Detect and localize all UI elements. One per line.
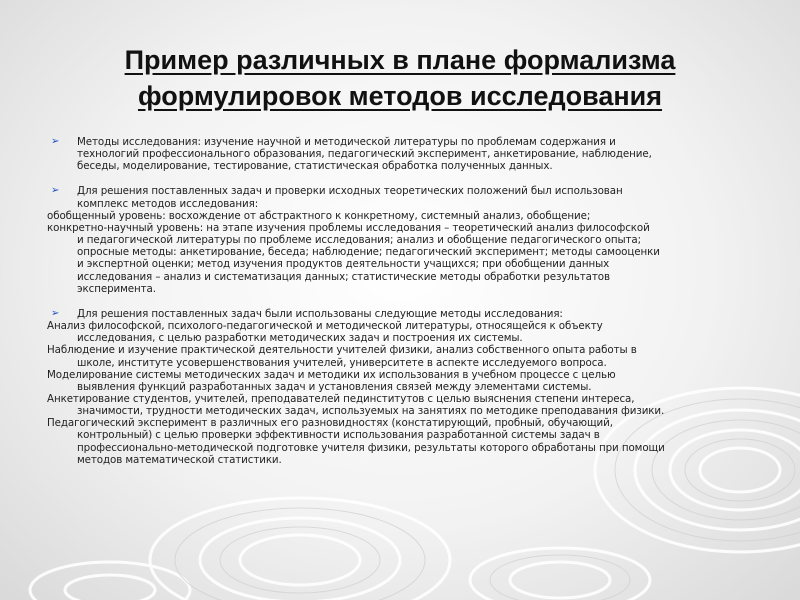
text-line: беседы, моделирование, тестирование, статистическая обработка полученных данных.: [77, 160, 553, 173]
text-line: комплекс методов исследования:: [77, 197, 259, 210]
text-line: Анкетирование студентов, учителей, преподавателей пединститутов с целью выяснения степени интереса,: [47, 392, 635, 405]
text-line: и экспертной оценки; метод изучения продуктов деятельности учащихся; при обобщении данных: [77, 258, 610, 271]
text-line: и педагогической литературы по проблеме исследования; анализ и обобщение педагогического опыта;: [77, 234, 641, 247]
text-line: профессионально-методической подготовке учителя физики, результаты которого обработаны при помощи: [77, 441, 665, 454]
text-line: эксперимента.: [77, 282, 156, 295]
bullet-arrow-icon: ➢: [51, 307, 60, 319]
text-line: Педагогический эксперимент в различных его разновидностях (констатирующий, пробный, обучающий,: [47, 417, 613, 430]
text-line: контрольный) с целью проверки эффективности использования разработанной системы задач в: [77, 429, 600, 442]
text-line: Наблюдение и изучение практической деятельности учителей физики, анализ собственного опыта работы в: [47, 344, 637, 357]
title-line-1: Пример различных в плане формализма: [124, 45, 676, 75]
method-item-survey: [47, 393, 762, 417]
text-line: выявления функций разработанных задач и установления связей между элементами системы.: [77, 380, 592, 393]
text-line: Для решения поставленных задач и проверки исходных теоретических положений был использован: [77, 185, 623, 198]
text-line: Анализ философской, психолого-педагогической и методической литературы, относящейся к объекту: [47, 320, 603, 333]
bullet-following-methods: [47, 308, 762, 320]
text-line: конкретно-научный уровень: на этапе изучения проблемы исследования – теоретический анализ философской: [47, 221, 650, 234]
bullet-methods: [47, 136, 762, 172]
text-line: обобщенный уровень: восхождение от абстрактного к конкретному, системный анализ, обобщение;: [47, 209, 591, 222]
text-line: значимости, трудности методических задач, используемых на занятиях по методике преподавания физики.: [77, 405, 665, 418]
text-line: Методы исследования: изучение научной и методической литературы по проблемам содержания и: [77, 136, 616, 148]
slide-content: [47, 136, 762, 466]
text-line: школе, институте усовершенствования учителей, университете в аспекте исследуемого вопроса.: [77, 356, 607, 369]
text-line: исследования, с целью разработки методических задач и построения их системы.: [77, 332, 523, 345]
title-line-2: формулировок методов исследования: [137, 81, 663, 111]
text-line: Моделирование системы методических задач и методики их использования в учебном процессе с целью: [47, 368, 616, 381]
general-level: [47, 210, 762, 222]
method-item-analysis: [47, 320, 762, 344]
method-item-observation: [47, 344, 762, 368]
text-line: технологий профессионального образования, педагогический эксперимент, анкетирование, наблюдение,: [77, 148, 652, 161]
text-line: опросные методы: анкетирование, беседа; наблюдение; педагогический эксперимент; методы самооценки: [77, 246, 660, 259]
method-item-modeling: [47, 369, 762, 393]
bullet-arrow-icon: ➢: [51, 185, 60, 197]
text-line: Для решения поставленных задач были использованы следующие методы исследования:: [77, 307, 563, 320]
text-line: методов математической статистики.: [77, 453, 282, 466]
slide-title: [40, 42, 760, 114]
concrete-scientific-level: [47, 222, 762, 295]
method-item-experiment: [47, 417, 762, 466]
bullet-complex-methods: [47, 185, 762, 209]
bullet-arrow-icon: ➢: [51, 136, 60, 147]
text-line: исследования – анализ и систематизация данных; статистические методы обработки результатов: [77, 270, 610, 283]
